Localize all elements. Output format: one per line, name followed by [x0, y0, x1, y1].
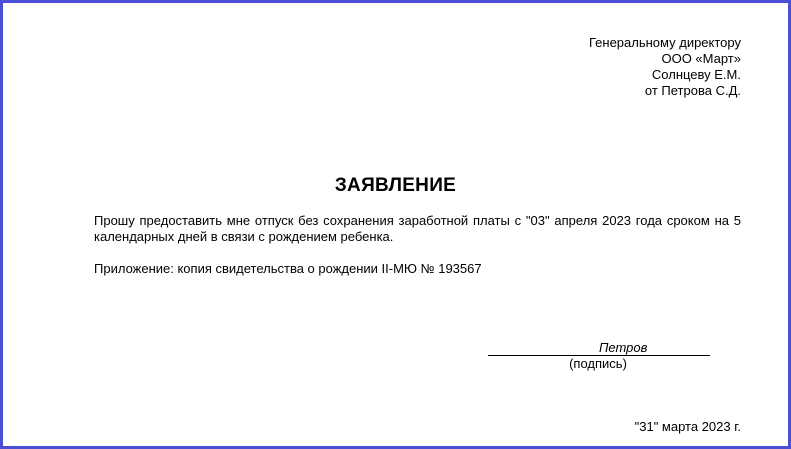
signature-name: Петров — [599, 340, 648, 355]
sender-name: от Петрова С.Д. — [644, 83, 741, 98]
addressee-block — [589, 35, 741, 99]
addressee-position: Генеральному директору — [589, 35, 741, 50]
signature-block — [488, 339, 710, 372]
document-date: "31" марта 2023 г. — [634, 419, 741, 434]
addressee-name: Солнцеву Е.М. — [651, 67, 741, 82]
request-text: Прошу предоставить мне отпуск без сохранения заработной платы с "03" апреля 2023 года сроком на 5 календарных дней в связи с рождением ребенка. — [94, 213, 741, 244]
addressee-company: ООО «Март» — [661, 51, 741, 66]
signature-caption: (подпись) — [569, 356, 627, 371]
attachment-text: Приложение: копия свидетельства о рождении II-МЮ № 193567 — [94, 261, 482, 276]
signature-line — [488, 339, 710, 356]
document-title: ЗАЯВЛЕНИЕ — [334, 175, 457, 196]
